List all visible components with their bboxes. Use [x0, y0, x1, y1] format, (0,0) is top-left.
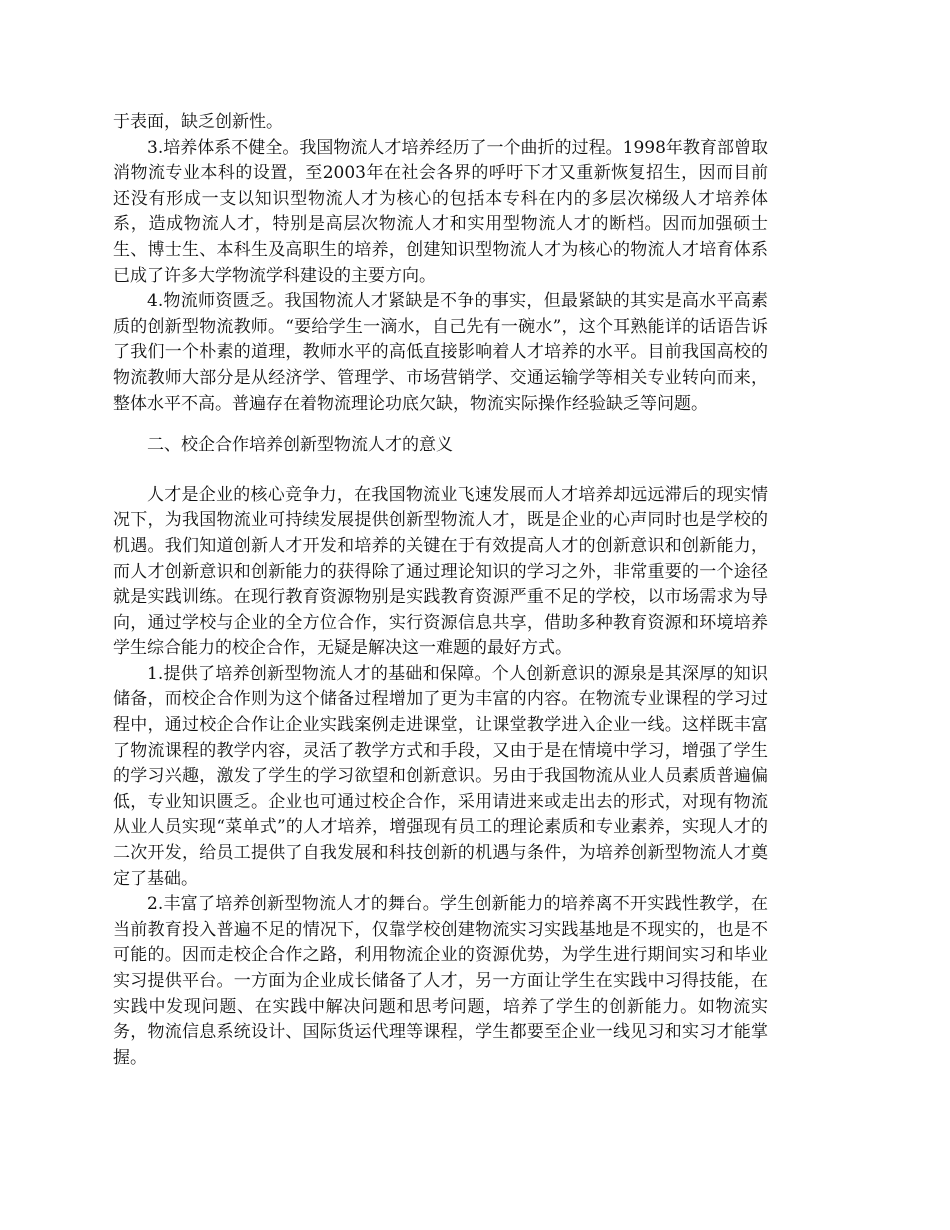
paragraph-stage: 2.丰富了培养创新型物流人才的舞台。学生创新能力的培养离不开实践性教学，在当前教育投入普遍不足的情况下，仅靠学校创建物流实习实践基地是不现实的，也是不可能的。因而走校企合作之路，利用物流企业的资源优势，为学生进行期间实习和毕业实习提供平台。一方面为企业成长储备了人才，另一方面让学生在实践中习得技能，在实践中发现问题、在实践中解决问题和思考问题，培养了学生的创新能力。如物流实务，物流信息系统设计、国际货运代理等课程，学生都要至企业一线见习和实习才能掌握。 — [113, 894, 768, 1068]
paragraph-training-system: 3.培养体系不健全。我国物流人才培养经历了一个曲折的过程。1998年教育部曾取消物流专业本科的设置，至2003年在社会各界的呼吁下才又重新恢复招生，因而目前还没有形成一支以知识型物流人才为核心的包括本专科在内的多层次梯级人才培养体系，造成物流人才，特别是高层次物流人才和实用型物流人才的断档。因而加强硕士生、博士生、本科生及高职生的培养，创建知识型物流人才为核心的物流人才培育体系已成了许多大学物流学科建设的主要方向。 — [113, 137, 768, 286]
document-page — [113, 110, 768, 1071]
paragraph-significance-intro: 人才是企业的核心竞争力，在我国物流业飞速发展而人才培养却远远滞后的现实情况下，为我国物流业可持续发展提供创新型物流人才，既是企业的心声同时也是学校的机遇。我们知道创新人才开发和培养的关键在于有效提高人才的创新意识和创新能力，而人才创新意识和创新能力的获得除了通过理论知识的学习之外，非常重要的一个途径就是实践训练。在现行教育资源物别是实践教育资源严重不足的学校，以市场需求为导向，通过学校与企业的全方位合作，实行资源信息共享，借助多种教育资源和环境培养学生综合能力的校企合作，无疑是解决这一难题的最好方式。 — [113, 484, 768, 659]
paragraph-teacher-shortage: 4.物流师资匮乏。我国物流人才紧缺是不争的事实，但最紧缺的其实是高水平高素质的创新型物流教师。“要给学生一滴水，自己先有一碗水”，这个耳熟能详的话语告诉了我们一个朴素的道理，教师水平的高低直接影响着人才培养的水平。目前我国高校的物流教师大部分是从经济学、管理学、市场营销学、交通运输学等相关专业转向而来，整体水平不高。普遍存在着物流理论功底欠缺，物流实际操作经验缺乏等问题。 — [113, 291, 768, 414]
paragraph-continuation: 于表面，缺乏创新性。 — [113, 112, 283, 132]
paragraph-foundation-guarantee: 1.提供了培养创新型物流人才的基础和保障。个人创新意识的源泉是其深厚的知识储备，而校企合作则为这个储备过程增加了更为丰富的内容。在物流专业课程的学习过程中，通过校企合作让企业实践案例走进课堂，让课堂教学进入企业一线。这样既丰富了物流课程的教学内容，灵活了教学方式和手段，又由于是在情境中学习，增强了学生的学习兴趣，激发了学生的学习欲望和创新意识。另由于我国物流从业人员素质普遍偏低，专业知识匮乏。企业也可通过校企合作，采用请进来或走出去的形式，对现有物流从业人员实现“菜单式”的人才培养，增强现有员工的理论素质和专业素养，实现人才的二次开发，给员工提供了自我发展和科技创新的机遇与条件，为培养创新型物流人才奠定了基础。 — [113, 663, 768, 889]
section-heading: 二、校企合作培养创新型物流人才的意义 — [147, 435, 453, 456]
